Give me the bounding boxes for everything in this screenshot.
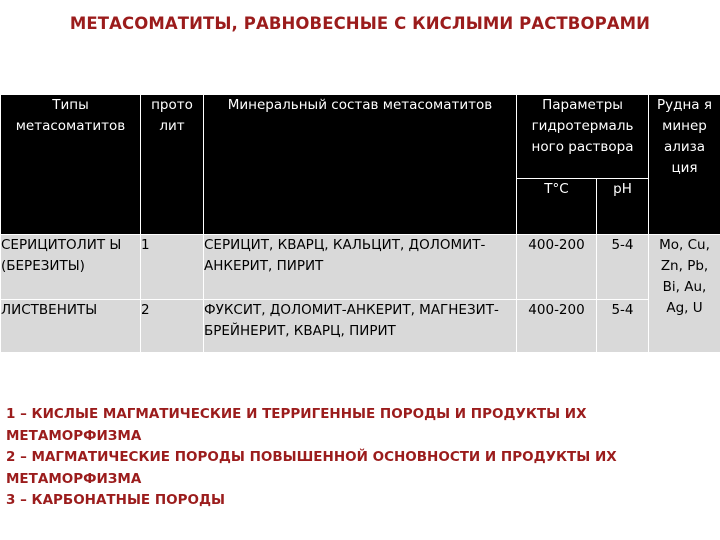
legend-item: 3 – КАРБОНАТНЫЕ ПОРОДЫ: [6, 492, 226, 508]
cell-type: СЕРИЦИТОЛИТ Ы (БЕРЕЗИТЫ): [1, 235, 141, 300]
cell-temp: 400-200: [517, 300, 597, 353]
cell-protolith: 2: [141, 300, 204, 353]
cell-temp: 400-200: [517, 235, 597, 300]
legend-item: 2 – МАГМАТИЧЕСКИЕ ПОРОДЫ ПОВЫШЕННОЙ ОСНОВНОСТИ И ПРОДУКТЫ ИХ МЕТАМОРФИЗМА: [6, 449, 617, 487]
header-ph: pH: [597, 179, 649, 235]
protolith-legend: [6, 404, 646, 512]
header-mineral: Минеральный состав метасоматитов: [204, 95, 517, 235]
header-row: [1, 95, 720, 179]
page-title: МЕТАСОМАТИТЫ, РАВНОВЕСНЫЕ С КИСЛЫМИ РАСТВОРАМИ: [69, 14, 651, 33]
header-ore: Рудна я минер ализа ция: [649, 95, 720, 235]
cell-ore: Mo, Cu, Zn, Pb, Bi, Au, Ag, U: [649, 235, 720, 353]
table-row: [1, 300, 720, 353]
cell-protolith: 1: [141, 235, 204, 300]
header-temp: T°C: [517, 179, 597, 235]
cell-type: ЛИСТВЕНИТЫ: [1, 300, 141, 353]
header-protolith: прото лит: [141, 95, 204, 235]
legend-item: 1 – КИСЛЫЕ МАГМАТИЧЕСКИЕ И ТЕРРИГЕННЫЕ ПОРОДЫ И ПРОДУКТЫ ИХ МЕТАМОРФИЗМА: [6, 406, 587, 444]
cell-mineral: СЕРИЦИТ, КВАРЦ, КАЛЬЦИТ, ДОЛОМИТ-АНКЕРИТ, ПИРИТ: [204, 235, 517, 300]
header-type: Типы метасоматитов: [1, 95, 141, 235]
header-params: Параметры гидротермаль ного раствора: [517, 95, 649, 179]
cell-ph: 5-4: [597, 300, 649, 353]
cell-ph: 5-4: [597, 235, 649, 300]
metasomatite-table: [0, 94, 720, 353]
table-row: [1, 235, 720, 300]
cell-mineral: ФУКСИТ, ДОЛОМИТ-АНКЕРИТ, МАГНЕЗИТ-БРЕЙНЕРИТ, КВАРЦ, ПИРИТ: [204, 300, 517, 353]
